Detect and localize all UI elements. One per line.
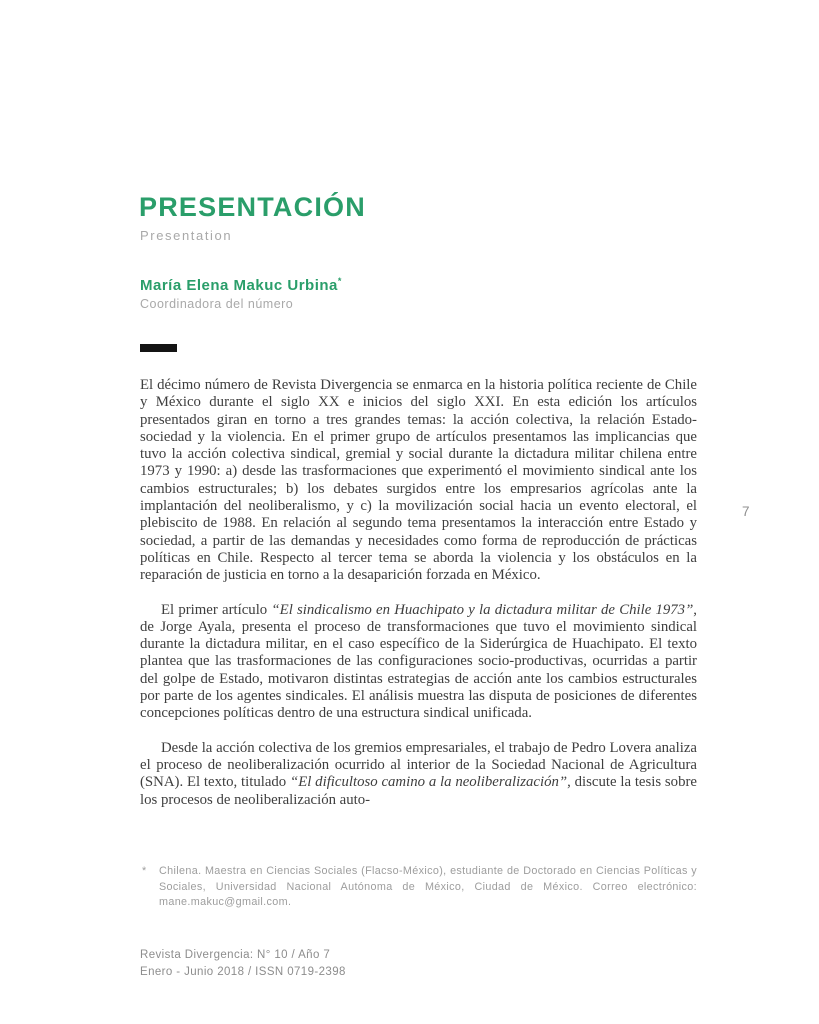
article-title-italic: “El dificultoso camino a la neoliberalización”: [290, 774, 568, 791]
paragraph-segment: Desde la acción colectiva de los gremios empresariales, el trabajo de Pedro Lovera analiza el proceso de neoliberalización ocurrido al interior de la Sociedad Nacional de Agricultura (SNA). El texto, titulado: [140, 739, 697, 791]
paragraph-segment: , de Jorge Ayala, presenta el proceso de transformaciones que tuvo el movimiento sindical durante la dictadura militar, en el caso específico de la Siderúrgica de Huachipato. El texto plantea que las trasformaciones de las configuraciones socio-productivas, ocurridas a partir del golpe de Estado, motivaron distintas estrategias de acción ante los cambios estructurales por parte de los agentes sindicales. El análisis muestra las disputa de posiciones de diferentes concepciones políticas dentro de una estructura sindical unificada.: [140, 601, 697, 722]
author-name: [140, 276, 342, 294]
body-paragraph: [140, 377, 697, 585]
footnote: [140, 864, 697, 911]
footnote-mark: *: [142, 865, 147, 877]
paragraph-segment: El primer artículo: [161, 601, 272, 618]
body-paragraph: [140, 740, 697, 809]
page-footer: [140, 947, 346, 980]
page-subtitle: Presentation: [140, 228, 233, 243]
author-footnote-mark: *: [337, 276, 342, 286]
article-title-italic: “El sindicalismo en Huachipato y la dictadura militar de Chile 1973”: [271, 601, 694, 618]
footnote-text: Chilena. Maestra en Ciencias Sociales (Flacso-México), estudiante de Doctorado en Ciencias Políticas y Sociales, Universidad Nacional Autónoma de México, Ciudad de México. Correo electrónico: mane.makuc@gmail.com.: [159, 865, 697, 908]
page-number: 7: [742, 504, 750, 519]
body-text: [140, 377, 697, 826]
paragraph-segment: El décimo número de Revista Divergencia se enmarca en la historia política reciente de Chile y México durante el siglo XX e inicios del siglo XXI. En esta edición los artículos presentados giran en torno a tres grandes temas: la acción colectiva, la relación Estado-sociedad y la violencia. En el primer grupo de artículos presentamos las implicancias que tuvo la acción colectiva sindical, gremial y social durante la dictadura militar chilena entre 1973 y 1990: a) desde las trasformaciones que experimentó el movimiento sindical ante los cambios estructurales; b) los debates surgidos entre los empresarios agrícolas ante la implantación del neoliberalismo, y c) la movilización social hacia un evento electoral, el plebiscito de 1988. En relación al segundo tema presentamos la interacción entre Estado y sociedad, a partir de las demandas y necesidades como forma de reproducción de prácticas políticas en Chile. Respecto al tercer tema se aborda la violencia y los obstáculos en la reparación de justicia en torno a la desaparición forzada en México.: [140, 377, 697, 584]
paragraph-segment: , discute la tesis sobre los procesos de neoliberalización auto-: [140, 774, 697, 808]
footer-journal-line: Revista Divergencia: N° 10 / Año 7: [140, 949, 331, 961]
author-name-text: María Elena Makuc Urbina: [140, 277, 338, 294]
footer-issue-line: Enero - Junio 2018 / ISSN 0719-2398: [140, 965, 346, 978]
body-paragraph: [140, 602, 697, 723]
page-title: PRESENTACIÓN: [139, 192, 366, 222]
author-role: Coordinadora del número: [140, 297, 294, 311]
section-marker-bar: [140, 344, 177, 352]
